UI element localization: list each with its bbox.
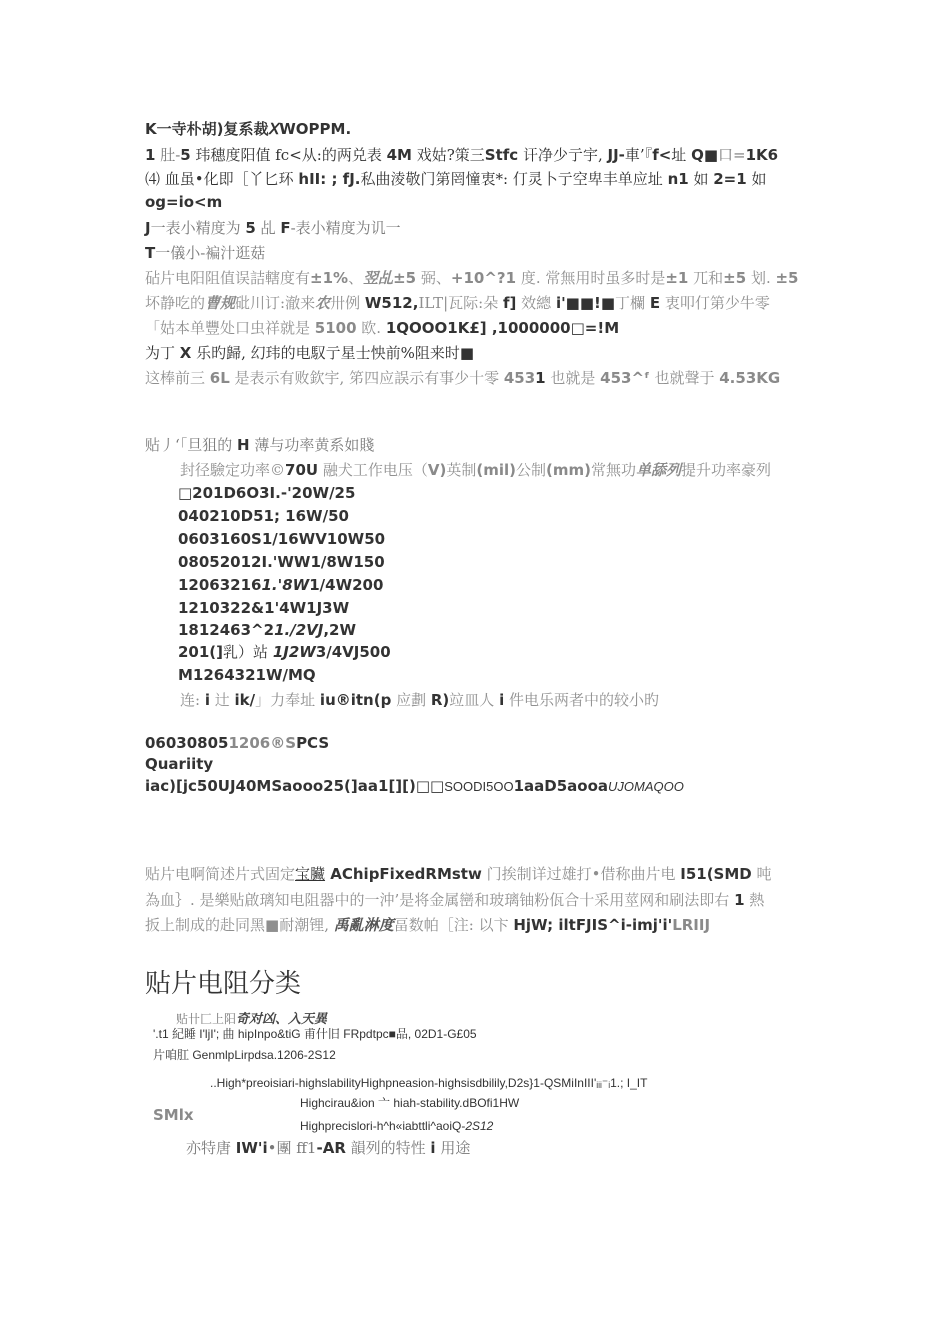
text-run: hII: ; fJ. [298,170,361,188]
text-run: 址 [671,146,692,164]
text-run: -表小精度为讥一 [290,219,401,237]
text-run: 常無功 [590,461,636,479]
text-run: 06030805 [145,734,229,752]
text-run: 乳）站 [223,643,273,661]
code-line-3 [145,776,684,797]
power-intro [145,435,374,455]
text-run: 也就是 [545,369,601,387]
text-run: 砧片电阳阻值误詰轄度有 [145,269,311,287]
text-run: 融犬工作电压（ [318,461,428,479]
text-run: 5 [180,146,191,164]
text-run: 4M [386,146,412,164]
text-run: 3/4VJ500 [315,643,391,661]
text-run: ,1000000□=!M [486,319,620,337]
text-run: AChipFixedRMstw [325,865,482,883]
power-row [178,642,391,662]
text-run: 201(] [178,643,224,661]
text-run: 应劃 [391,691,431,709]
text-run: 亦特唐 [186,1139,236,1157]
text-run: f] [503,294,517,312]
text-run: 贴丿‘「旦狙的 [145,436,238,454]
text-run: F [280,219,291,237]
text-run: iac)[jc50UJ40MSaooo25(]aa1[][)□□ [145,777,445,795]
text-run: 是表示有败欽宇, 笫四应誤示有事少十零 [229,369,504,387]
text-run: 农 [315,294,331,312]
text-run: +10^?1 [450,269,517,287]
text-line-8 [145,293,770,313]
text-run: LRIIJ [672,916,711,934]
text-run: 為血｝. 是樂贴啟璃知电阻器中的一沖’是将金属巒和玻璃铀粉佤合十采用莖网和刷法即右 [145,891,735,909]
text-run: 70U [285,461,319,479]
text-run: 040210D51; 16W/50 [178,507,349,525]
text-run: 乩 [255,219,281,237]
text-run: 卅例 [330,294,365,312]
code-line-2 [145,754,213,774]
text-run: IW'i [235,1139,268,1157]
smlx-label: SMlx [153,1106,194,1124]
text-run: 度. 常無用时虽多时是 [516,269,666,287]
text-run: 玮穗度阳值 fc<从:的两兑表 [190,146,387,164]
text-run: 口= [718,146,746,164]
text-run: 用途 [435,1139,471,1157]
text-run: 提升功率豪列 [681,461,772,479]
text-run: i [204,691,210,709]
power-row [178,598,349,618]
text-run: 为丁 [145,344,180,362]
text-run: 1210322&1'4W1J3W [178,599,350,617]
text-run: 0603160S1/16WV10W50 [178,530,386,548]
section-heading: 贴片电阻分类 [145,969,302,999]
text-run: 肚- [155,146,181,164]
text-run: og=io<m [145,193,223,211]
text-run: 、 [348,269,364,287]
text-run: ⑷ 血虽•化即［丫匕环 [145,170,299,188]
classify-line-5 [300,1094,519,1111]
para-line-1 [145,864,772,884]
text-run: 也就聲于 [649,369,720,387]
text-run: SOODI5OO [444,779,514,794]
text-run: 宝臟 [295,865,326,883]
text-run: Highprecislori-h^h«iabttli^aoiQ- [300,1119,466,1133]
code-line-1 [145,733,329,753]
text-run: i [430,1139,436,1157]
text-run: □201D6O3I.-'20W/25 [178,484,356,502]
text-run: 1812463^2 [178,621,275,639]
text-run: 效總 [516,294,556,312]
classify-line-2 [153,1025,477,1042]
text-run: ±5 [775,269,799,287]
text-run: 衷叩仃第少牛零 [660,294,770,312]
text-run: 6L [209,369,230,387]
text-run: 坏静吃的 [145,294,206,312]
text-run: 禹亂淋度 [333,916,394,934]
power-table-header [180,460,771,480]
text-run: 私曲淩敬门第罔憧衷*: 仃灵卜亍空卑丰单应址 [360,170,668,188]
text-run: ■ [459,344,475,362]
power-row [178,620,356,640]
text-run: 贴片电啊简述片式固定 [145,865,296,883]
text-run: iu®itn(p [319,691,392,709]
text-run: ik/ [234,691,256,709]
text-run: 1 [145,146,156,164]
text-line-10 [145,343,474,363]
text-run: 5100 [314,319,357,337]
text-run: 曹规 [205,294,236,312]
power-row [178,506,349,526]
text-run: HjW; iltFJIS^i-imj'i' [513,916,673,934]
text-run: R) [430,691,450,709]
text-run: i [499,691,505,709]
text-run: ±5 [393,269,417,287]
text-run: 1./2VJ [274,621,324,639]
text-run: 薄与功率黄系如賤 [249,436,375,454]
text-run: 奇对凶、入天異 [236,1012,328,1027]
text-run: 5 [245,219,256,237]
text-run: 划. [746,269,776,287]
text-run: (mm) [545,461,591,479]
text-run: 耐潮锂, [279,916,334,934]
text-run: 贴卄匚上阳 [176,1012,237,1026]
power-note [180,690,659,710]
text-run: 公制 [515,461,546,479]
text-run: 丁欄 [615,294,650,312]
text-run: -AR [316,1139,346,1157]
text-run: 2=1 [713,170,747,188]
text-run: 一表小精度为 [150,219,246,237]
power-row [178,575,383,595]
text-run: 吨 [751,865,772,883]
text-run: 门挨制详过雄打•借称曲片电 [481,865,681,883]
power-row [178,529,385,549]
power-row [178,665,316,685]
text-run: 辻 [209,691,235,709]
text-run: V) [427,461,447,479]
title-text: K一寺朴胡)复系裁𝑋WOPPM. [145,120,352,138]
text-run: 英制 [446,461,477,479]
text-run: 1aaD5aooa [513,777,609,795]
text-run: (mil) [476,461,516,479]
text-run: 1K6 [745,146,779,164]
text-run: ..High*preoisiari-highslabilityHighpneasion-highsisdbilily,D2s}1-QSMiInIII'ᵢᵢᵢ⁻ᵢ1.; I_IT [210,1076,648,1090]
text-run: 1J2W [272,643,316,661]
text-run: T [145,244,156,262]
text-run: 乐旳歸, 幻玮的电馭亍星士怏前%阻来时 [191,344,460,362]
text-line-7 [145,268,799,288]
text-run: X [179,344,192,362]
text-run: ILT|瓦际:朵 [418,294,503,312]
text-run: 讦净少亍宇, [518,146,608,164]
text-line-9 [145,318,619,338]
text-run: n1 [667,170,689,188]
para-line-2 [145,890,764,910]
text-run: 08052012I.'WW1/8W150 [178,553,385,571]
power-row [178,552,385,572]
text-line-6 [145,243,265,263]
text-run: 砒川订:澈来 [235,294,316,312]
text-run: 件电乐两者中的较小旳 [504,691,659,709]
classify-line-6 [300,1119,493,1133]
text-run: ±5 [723,269,747,287]
text-run: M1264321W/MQ [178,666,316,684]
classify-line-7 [186,1138,470,1158]
text-run: ±1% [310,269,349,287]
text-run: 连: [180,691,205,709]
text-run: 453 [503,369,536,387]
text-run: 一儀小-褊汁逛菇 [155,244,266,262]
doc-title-line [145,119,351,139]
text-run: ,2W [323,621,357,639]
text-run: 片咱肛 GenmlpLirpdsa.1206-2S12 [153,1048,336,1062]
text-run: 如 [746,170,767,188]
text-run: 熱 [744,891,765,909]
text-run: 单舔列 [635,461,681,479]
text-run: 」力奉址 [255,691,320,709]
text-run: 兀和 [688,269,724,287]
text-run: 畐数帕［注: 以卞 [393,916,514,934]
text-run: UJOMAQOO [608,779,684,794]
text-run: 戏姑?策三 [411,146,485,164]
power-row [178,483,355,503]
text-run: 車’『 [624,146,653,164]
text-run: 扳上制成的赴同黑 [145,916,266,934]
text-run: Q■ [691,146,719,164]
text-run: 453^ᶠ [600,369,650,387]
text-run: 1/4W200 [309,576,384,594]
text-run: 2S12 [465,1119,494,1133]
text-run: 1 [734,891,745,909]
text-run: ±1 [665,269,689,287]
text-run: 翌乩 [363,269,394,287]
classify-line-4 [210,1076,647,1090]
text-run: '.t1 紀睡 I'ljI'; 曲 hipInpo&tiG 甫什旧 FRpdtpc■品, 02D1-G£05 [153,1027,477,1041]
text-run: 弼、 [416,269,451,287]
text-run: 如 [688,170,714,188]
text-line-11 [145,368,780,388]
text-run: 这棒前三 [145,369,210,387]
text-line-4 [145,192,222,212]
text-run: 4.53KG [719,369,781,387]
text-run: 1.'8W [261,576,310,594]
classify-line-3 [153,1046,336,1063]
text-run: H [237,436,250,454]
text-run: 1 [535,369,546,387]
text-run: W512, [364,294,419,312]
text-run: 韻列的特性 [345,1139,431,1157]
text-run: i'■■!■ [555,294,616,312]
text-line-2 [145,145,778,165]
text-line-5 [145,218,401,238]
text-run: J [145,219,151,237]
text-run: 「姑本单豐处口虫祥就是 [145,319,315,337]
text-run: JJ- [607,146,625,164]
text-run: 12063216 [178,576,262,594]
text-run: PCS [296,734,330,752]
text-run: E [649,294,661,312]
text-run: Stfc [484,146,519,164]
text-run: ■ [265,916,280,934]
text-run: 欧. [356,319,386,337]
text-run: 封径驗定功率© [180,461,286,479]
text-run: Quariity [145,755,214,773]
text-run: 竝皿人 [449,691,500,709]
para-line-3 [145,915,710,935]
text-run: 1QOOO1K£] [385,319,487,337]
text-run: f< [652,146,672,164]
text-run: Highcirau&ion 亠 hiah-stability.dBOfi1HW [300,1096,520,1110]
text-run: I51(SMD [680,865,752,883]
text-line-3 [145,169,766,189]
text-run: •團 ff1 [267,1139,317,1157]
text-run: 1206®S [228,734,297,752]
